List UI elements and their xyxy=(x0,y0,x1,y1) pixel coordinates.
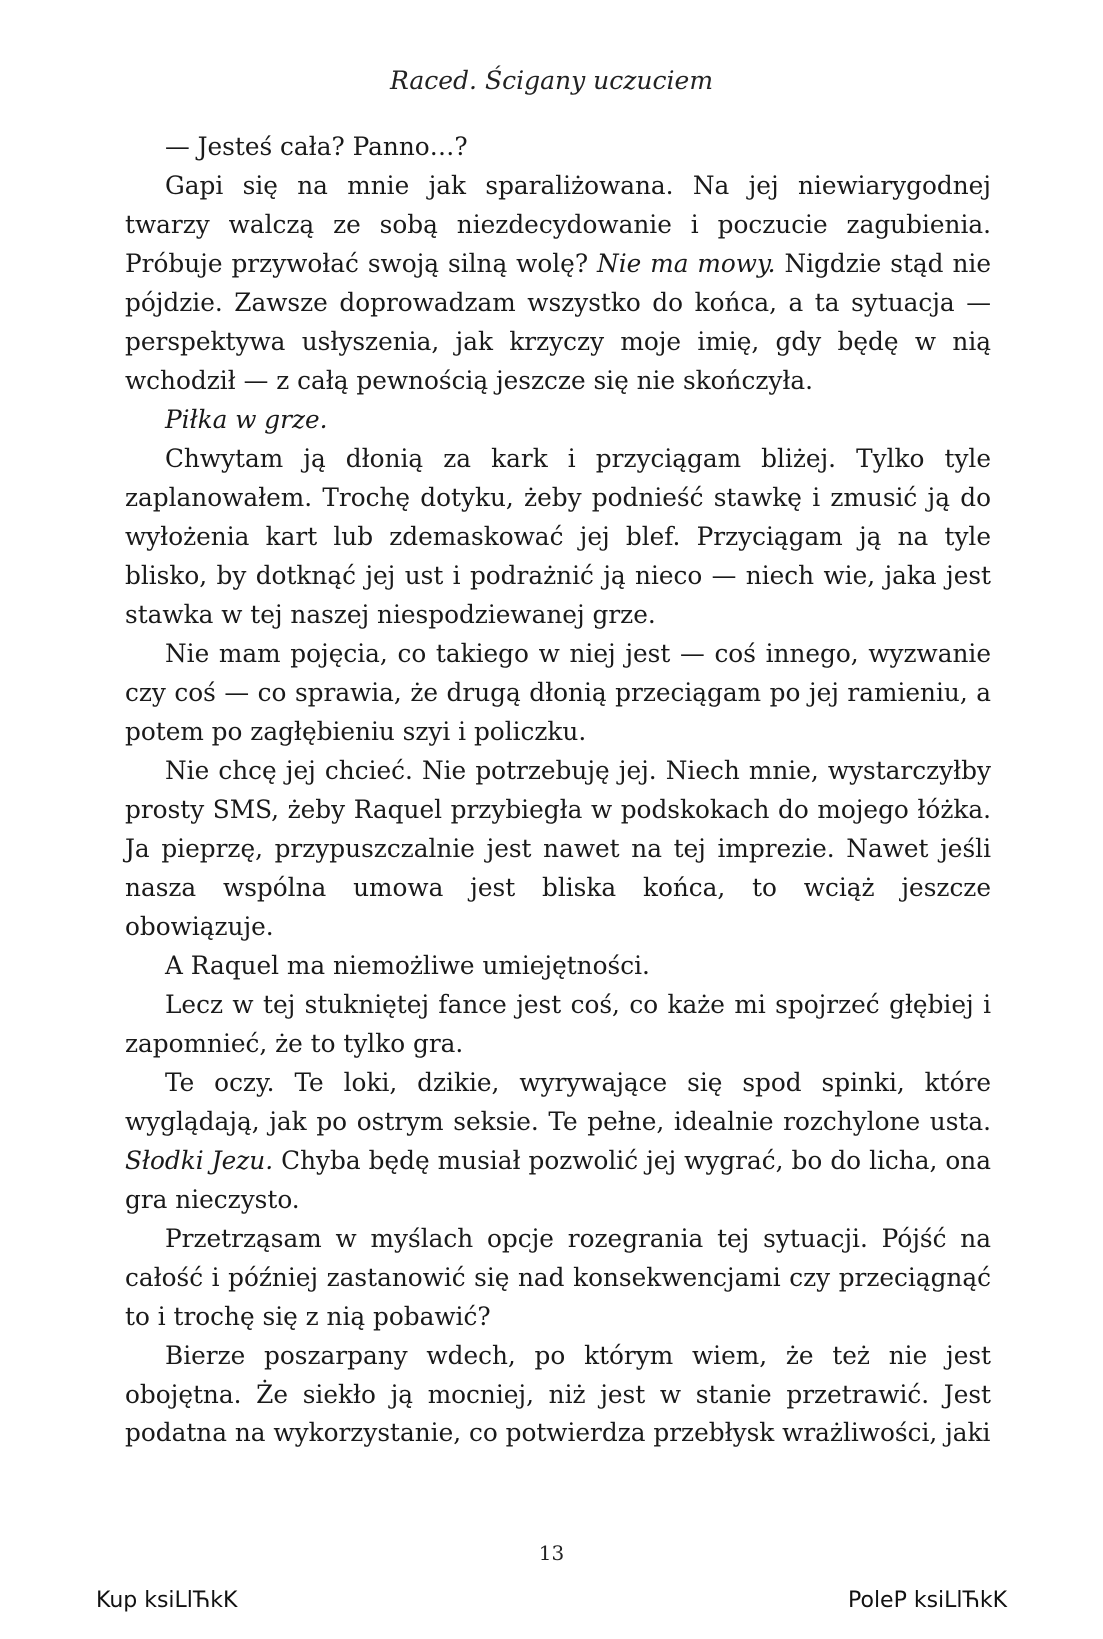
italic-run: Słodki Jezu. xyxy=(125,1145,274,1175)
page-number: 13 xyxy=(538,1541,565,1565)
body-text xyxy=(125,128,991,1453)
paragraph xyxy=(125,1337,991,1454)
italic-run: Piłka w grze. xyxy=(165,404,328,434)
text-run: — Jesteś cała? Panno…? xyxy=(165,132,468,161)
text-run: Nie mam pojęcia, co takiego w niej jest — coś innego, wyzwanie czy coś — co sprawia, że drugą dłonią przeciągam po jej ramieniu, a potem po zagłębieniu szyi i policzku. xyxy=(125,638,991,746)
text-run: A Raquel ma niemożliwe umiejętności. xyxy=(165,950,650,980)
paragraph xyxy=(125,167,991,401)
paragraph xyxy=(125,1220,991,1337)
text-run: Te oczy. Te loki, dzikie, wyrywające się spod spinki, które wyglądają, jak po ostrym seksie. Te pełne, idealnie rozchylone usta. xyxy=(125,1067,991,1136)
text-run: Lecz w tej stukniętej fance jest coś, co każe mi spojrzeć głębiej i zapomnieć, że to tylko gra. xyxy=(125,989,991,1058)
text-run: Chyba będę musiał pozwolić jej wygrać, bo do licha, ona gra nieczysto. xyxy=(125,1145,991,1214)
paragraph xyxy=(125,986,991,1064)
text-run: Przetrząsam w myślach opcje rozegrania tej sytuacji. Pójść na całość i później zastanowić się nad konsekwencjami czy przeciągnąć to i trochę się z nią pobawić? xyxy=(125,1223,991,1331)
recommend-book-link[interactable]: PoleP ksiLlЋkK xyxy=(848,1588,1007,1613)
text-run: Chwytam ją dłonią za kark i przyciągam bliżej. Tylko tyle zaplanowałem. Trochę dotyku, żeby podnieść stawkę i zmusić ją do wyłożenia kart lub zdemaskować jej blef. Przyciągam ją na tyle blisko, by dotknąć jej ust i podrażnić ją nieco — niech wie, jaka jest stawka w tej naszej niespodziewanej grze. xyxy=(125,443,991,629)
paragraph xyxy=(125,1064,991,1220)
italic-run: Nie ma mowy. xyxy=(597,248,776,278)
paragraph xyxy=(125,752,991,947)
paragraph xyxy=(125,635,991,752)
paragraph xyxy=(125,401,991,440)
text-run: Nie chcę jej chcieć. Nie potrzebuję jej. Niech mnie, wystarczyłby prosty SMS, żeby Raquel przybiegła w podskokach do mojego łóżka. Ja pieprzę, przypuszczalnie jest nawet na tej imprezie. Nawet jeśli nasza wspólna umowa jest bliska końca, to wciąż jeszcze obowiązuje. xyxy=(125,755,991,941)
paragraph xyxy=(125,440,991,635)
paragraph xyxy=(125,128,991,167)
text-run: Nigdzie stąd nie pójdzie. Zawsze doprowadzam wszystko do końca, a ta sytuacja — perspektywa usłyszenia, jak krzyczy moje imię, gdy będę w nią wchodził — z całą pewnością jeszcze się nie skończyła. xyxy=(125,248,991,395)
paragraph xyxy=(125,947,991,986)
text-run: Bierze poszarpany wdech, po którym wiem, że też nie jest obojętna. Że siekło ją mocniej, niż jest w stanie przetrawić. Jest podatna na wykorzystanie, co potwierdza przebłysk wrażliwości, jaki xyxy=(125,1340,991,1448)
text-run: Gapi się na mnie jak sparaliżowana. Na jej niewiarygodnej twarzy walczą ze sobą niezdecydowanie i poczucie zagubienia. Próbuje przywołać swoją silną wolę? xyxy=(125,170,991,278)
running-head: Raced. Ścigany uczuciem xyxy=(389,66,714,95)
buy-book-link[interactable]: Kup ksiLlЋkK xyxy=(96,1588,238,1613)
